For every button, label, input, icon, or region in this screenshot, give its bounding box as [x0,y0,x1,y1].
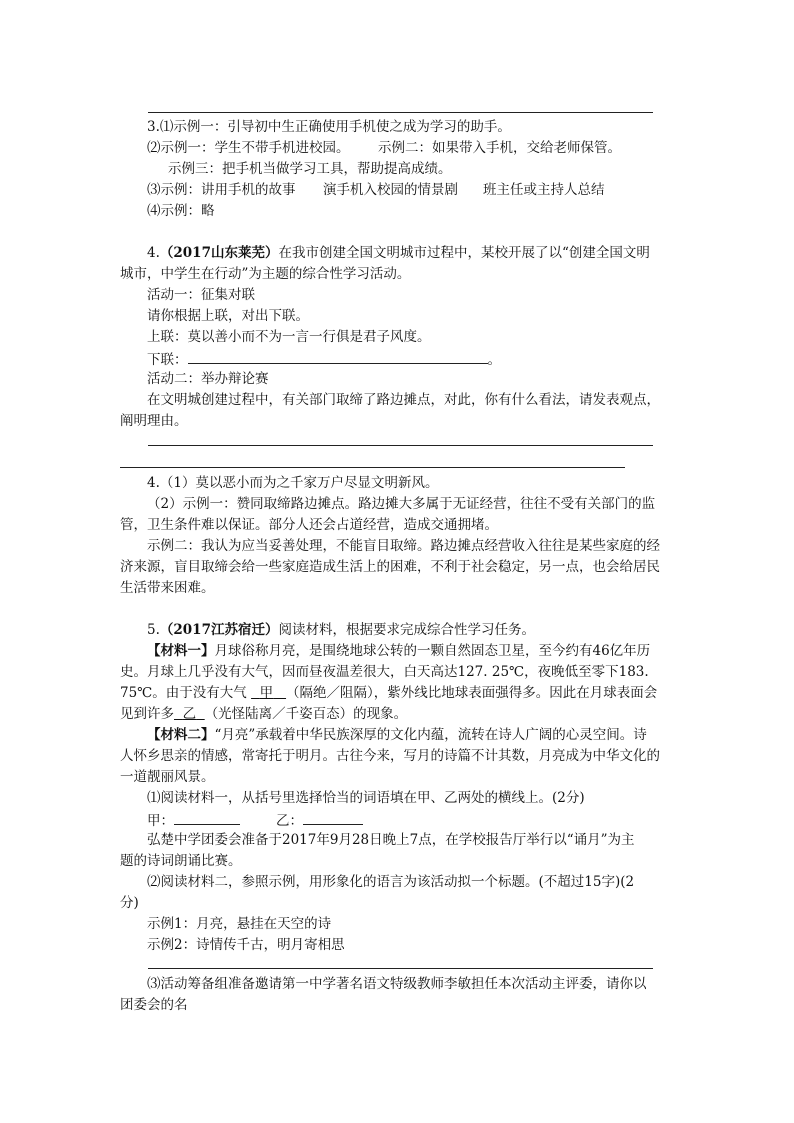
q5-blank-yi[interactable] [174,706,205,722]
answer4-line6: 生活带来困难。 [120,580,215,596]
q5-yi-answer-blank[interactable] [303,810,363,825]
q5-task1-answers [147,810,363,830]
q5-intro: 阅读材料，根据要求完成综合性学习任务。 [278,622,535,638]
answer3-line2a: ⑵示例一：学生不带手机进校园。 [147,140,350,156]
q5-material1-line1 [147,642,650,660]
answer3-line1: 3.⑴示例一：引导初中生正确使用手机使之成为学习的助手。 [147,119,511,135]
q4-line1 [147,244,650,262]
q4-number: 4. [147,245,160,261]
q5-material1-text4a: 见到许多 [120,706,174,722]
q5-task3-line1: ⑶活动筹备组准备邀请第一中学著名语文特级教师李敏担任本次活动主评委，请你以 [147,976,647,992]
answer3-line4b: 演手机入校园的情景剧 [323,182,458,198]
q5-source: （2017江苏宿迁） [159,622,279,638]
q5-material2-line2: 人怀乡思亲的情感，常寄托于明月。古往今来，写月的诗篇不计其数，月亮成为中华文化的 [120,748,660,764]
q4-text1: 在我市创建全国文明城市过程中，某校开展了以“创建全国文明 [278,245,650,261]
answer-line [148,112,653,113]
q5-material2-text1: “月亮”承载着中华民族深厚的文化内蕴，流转在诗人广阔的心灵空间。诗 [214,727,647,743]
q5-example2: 示例2：诗情传千古，明月寄相思 [147,937,345,953]
q4-activity1: 活动一：征集对联 [147,287,255,303]
q5-material1-tag: 【材料一】 [147,643,215,659]
answer3-line4c: 班主任或主持人总结 [483,182,605,198]
q5-event-line2: 题的诗词朗诵比赛。 [120,853,242,869]
q5-material1-text4b: （光怪陆离／千姿百态）的现象。 [204,706,408,722]
q5-task2-answer-line[interactable] [148,968,653,969]
answer3-line3: 示例三：把手机当做学习工具，帮助提高成绩。 [168,161,452,177]
q5-event-line1: 弘楚中学团委会准备于2017年9月28日晚上7点，在学校报告厅举行以“诵月”为主 [147,832,635,848]
q5-material1-text3b: （隔绝／阻隔），紫外线比地球表面强得多。因此在月球表面会 [286,685,658,701]
q5-material1-text3a: 75℃。由于没有大气 [120,685,247,701]
q5-example1: 示例1：月亮，悬挂在天空的诗 [147,916,332,932]
q5-task1: ⑴阅读材料一，从括号里选择恰当的词语填在甲、乙两处的横线上。(2分) [147,790,585,806]
q4-answer-line1[interactable] [148,445,653,446]
q5-material1-text1: 月球俗称月亮，是围绕地球公转的一颗自然固态卫星，至今约有46亿年历 [214,643,651,659]
answer3-line5: ⑷示例：略 [147,203,215,219]
q5-blank-yi-label: 乙 [182,706,197,722]
q4-activity2: 活动二：举办辩论赛 [147,371,269,387]
answer4-line4: 示例二：我认为应当妥善处理，不能盲目取缔。路边摊点经营收入往往是某些家庭的经 [147,538,660,554]
q5-yi-label: 乙： [276,813,303,829]
q4-upper-couplet: 上联：莫以善小而不为一言一行俱是君子风度。 [147,329,431,345]
q5-blank-jia-label: 甲 [259,685,274,701]
answer4-line2: （2）示例一：赞同取缔路边摊点。路边摊大多属于无证经营，往往不受有关部门的监 [147,496,656,512]
q4-debate-para2: 阐明理由。 [120,413,188,429]
q5-task2-line1: ⑵阅读材料二，参照示例，用形象化的语言为该活动拟一个标题。(不超过15字)(2 [147,874,635,890]
q5-number: 5. [147,622,160,638]
q5-material1-line2: 史。月球上几乎没有大气，因而昼夜温差很大，白天高达127. 25℃，夜晚低至零下183. [120,664,649,680]
q5-line1 [147,621,535,639]
q4-lower-end: 。 [487,352,501,368]
q5-jia-answer-blank[interactable] [174,810,240,825]
answer4-line5: 济来源，盲目取缔会给一些家庭造成生活上的困难，不利于社会稳定，另一点，也会给居民 [120,559,660,575]
answer3-line2b: 示例二：如果带入手机，交给老师保管。 [378,140,621,156]
q5-material1-line3 [120,684,657,702]
q4-line2: 城市，中学生在行动”为主题的综合性学习活动。 [120,266,411,282]
q5-blank-jia[interactable] [251,685,286,701]
q4-lower-blank[interactable] [188,349,488,364]
q5-material1-line4 [120,705,407,723]
q5-task3-line2: 团委会的名 [120,997,188,1013]
q4-lower-label: 下联： [147,352,188,368]
q5-material2-tag: 【材料二】 [147,727,215,743]
answer4-line1: 4.（1）莫以恶小而为之千家万户尽显文明新风。 [147,475,439,491]
answer3-line4a: ⑶示例：讲用手机的故事 [147,182,296,198]
answer4-line3: 管，卫生条件难以保证。部分人还会占道经营，造成交通拥堵。 [120,517,498,533]
q5-material2-line3: 一道靓丽风景。 [120,769,215,785]
q4-answer-line2[interactable] [120,467,625,468]
q4-debate-para1: 在文明城创建过程中，有关部门取缔了路边摊点，对此，你有什么看法，请发表观点， [147,392,660,408]
q5-material2-line1 [147,726,647,744]
q4-lower-couplet [147,349,501,369]
q5-jia-label: 甲： [147,813,174,829]
q4-prompt: 请你根据上联，对出下联。 [147,308,309,324]
q5-task2-line2: 分) [120,895,139,911]
q4-source: （2017山东莱芜） [159,245,279,261]
